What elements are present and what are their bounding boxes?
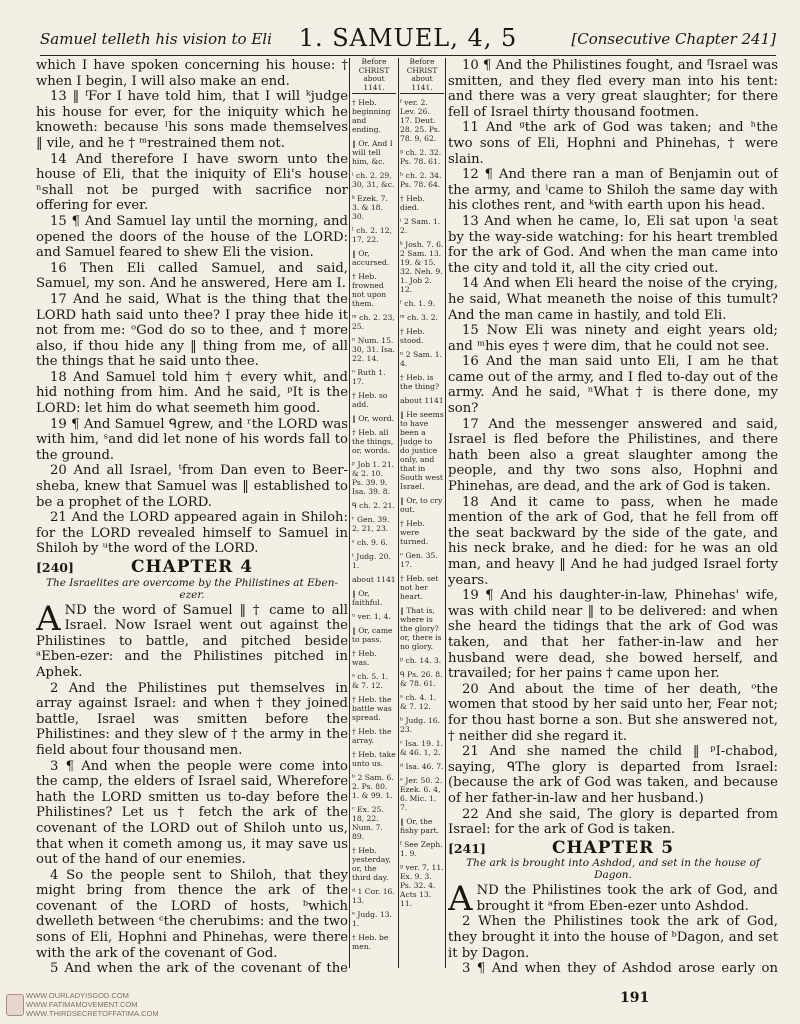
left-text-column	[36, 58, 348, 978]
margin-reference: about 1141	[400, 396, 444, 405]
margin-reference: ‖ Or, the fishy part.	[400, 817, 440, 835]
chapter-title: CHAPTER 5	[551, 837, 675, 858]
margin-reference: ᵗ Judg. 20. 1.	[352, 552, 391, 570]
chapter-heading	[36, 557, 348, 577]
margin-reference: † Heb. yesterday, or, the third day.	[352, 846, 391, 882]
verse: 17 And the messenger answered and said, Israel is fled before the Philistines, and there hath been also a great slaughter among the people, and thy two sons also, Hophni and Phinehas, are dead, and the ark of God is taken.	[448, 416, 778, 495]
verse: 13 ‖ ᶠFor I have told him, that I will ᵏjudge his house for ever, for the iniquity which he knoweth: because ˡhis sons made themselves ‖ vile, and he † ᵐrestrained them not.	[36, 89, 348, 151]
margin-reference: ‖ Or, to cry out.	[400, 496, 443, 514]
margin-reference: ‖ Or, came to pass.	[352, 626, 393, 644]
verse: 15 ¶ And Samuel lay until the morning, and opened the doors of the house of the LORD: and Samuel feared to shew Eli the vision.	[36, 213, 348, 261]
margin-reference: ᶠ ver. 2. Lev. 26. 17. Deut. 28. 25. Ps. 78. 9, 62.	[400, 98, 441, 143]
first-verse-text: ND the word of Samuel ‖ † came to all Israel. Now Israel went out against the Philistines to battle, and pitched beside ᵃEben-ezer: and the Philistines pitched in Aphek.	[36, 602, 348, 680]
margin-reference: ᵃ ch. 4. 1. & 7. 12.	[400, 693, 437, 711]
margin-date-head: Before CHRIST about 1141.	[400, 58, 444, 94]
margin-reference: ᑫ ch. 2. 21.	[352, 501, 395, 510]
header-consecutive-chapter: [Consecutive Chapter 241]	[571, 30, 776, 48]
margin-references-left	[352, 58, 396, 978]
margin-reference: ᶜ Ex. 25. 18, 22. Num. 7. 89.	[352, 805, 384, 841]
margin-reference: † Heb. was.	[352, 649, 377, 667]
margin-reference: † Heb. the array.	[352, 727, 392, 745]
verse: 2 When the Philistines took the ark of God, they brought it into the house of ᵇDagon, and set it by Dagon.	[448, 914, 778, 961]
verse: 3 ¶ And when the people were come into the camp, the elders of Israel said, Wherefore hath the LORD smitten us to-day before the Philistines? Let us † fetch the ark of the covenant of the LORD out of Shiloh unto us, that when it cometh among us, it may save us out of the hand of our enemies.	[36, 758, 348, 868]
margin-reference: † Heb. the battle was spread.	[352, 695, 392, 722]
margin-reference: † Heb. is the thing?	[400, 373, 440, 391]
margin-reference: ᵏ Josh. 7. 6. 2 Sam. 13. 19. & 15. 32. Neh. 9. 1. Job 2. 12.	[400, 240, 444, 294]
verse: 14 And when Eli heard the noise of the crying, he said, What meaneth the noise of this tumult? And the man came in hastily, and told Eli.	[448, 276, 778, 323]
margin-reference: ᵈ 1 Cor. 16. 13.	[352, 887, 395, 905]
margin-reference: ⁱ 2 Sam. 1. 2.	[400, 217, 441, 235]
verse: 18 And it came to pass, when he made mention of the ark of God, that he fell from off the seat backward by the side of the gate, and his neck brake, and he died: for he was an old man, and heavy ‖ And he had judged Israel forty years.	[448, 494, 778, 588]
margin-references-right	[400, 58, 444, 978]
verse: 16 Then Eli called Samuel, and said, Samuel, my son. And he answered, Here am I.	[36, 260, 348, 292]
margin-reference: ‖ Or, word.	[352, 414, 395, 423]
verse: 12 ¶ And there ran a man of Benjamin out of the army, and ⁱcame to Shiloh the same day with his clothes rent, and ᵏwith earth upon his head.	[448, 167, 778, 214]
verse: 2 And the Philistines put themselves in array against Israel: and when † they joined battle, Israel was smitten before the Philistines: and they slew of † the army in the field about four thousand men.	[36, 680, 348, 758]
verse: 4 So the people sent to Shiloh, that they might bring from thence the ark of the covenant of the LORD of hosts, ᵇwhich dwelleth between ᶜthe cherubims: and the two sons of Eli, Hophni and Phinehas, were there with the ark of the covenant of God.	[36, 867, 348, 961]
margin-reference: about 1141	[352, 575, 396, 584]
verse: 20 And about the time of her death, ᵒthe women that stood by her said unto her, Fear not; for thou hast borne a son. But she answered not, † neither did she regard it.	[448, 681, 778, 744]
margin-reference: ‖ Or, faithful.	[352, 589, 383, 607]
verse: 21 And the LORD appeared again in Shiloh: for the LORD revealed himself to Samuel in Shiloh by ᵘthe word of the LORD.	[36, 510, 348, 557]
margin-reference: ‖ Or, accursed.	[352, 249, 390, 267]
header-left-title: Samuel telleth his vision to Eli	[40, 30, 272, 48]
margin-reference: † Heb. all the things, or, words.	[352, 428, 394, 455]
margin-reference: † Heb. stood.	[400, 327, 425, 345]
margin-reference: † Heb. beginning and ending.	[352, 98, 391, 134]
margin-reference: † Heb. died.	[400, 194, 425, 212]
margin-reference: ‖ He seems to have been a Judge to do justice only, and that in South west Israel.	[400, 410, 444, 491]
margin-reference: ᑫ Ps. 26. 8. & 78. 61.	[400, 670, 443, 688]
margin-reference: ᵒ Ruth 1. 17.	[352, 368, 386, 386]
page-number: 191	[620, 990, 650, 1006]
verse: 13 And when he came, lo, Eli sat upon ˡa seat by the way-side watching: for his heart trembled for the ark of God. And when the man came into the city and told it, all the city cried out.	[448, 213, 778, 276]
margin-reference: † Heb. take unto us.	[352, 750, 396, 768]
margin-reference: ⁱ ch. 2. 29, 30, 31, &c.	[352, 171, 395, 189]
footer-urls	[26, 991, 159, 1018]
margin-reference: ʳ Gen. 39. 2, 21, 23.	[352, 515, 390, 533]
verse: which I have spoken concerning his house: † when I begin, I will also make an end.	[36, 58, 348, 89]
footer-url[interactable]: WWW.THIRDSECRETOFFATIMA.COM	[26, 1009, 159, 1018]
running-header	[40, 24, 776, 54]
chapter-consecutive-number: [241]	[448, 840, 486, 856]
verse: 19 ¶ And his daughter-in-law, Phinehas' wife, was with child near ‖ to be delivered: and when she heard the tidings that the ark of God was taken, and that her father-in-law and her husband were dead, she bowed herself, and travailed; for her pains † came upon her.	[448, 588, 778, 682]
verse: 10 ¶ And the Philistines fought, and ᶠIsrael was smitten, and they fled every man into his tent: and there was a very great slaughter; for there fell of Israel thirty thousand footmen.	[448, 58, 778, 120]
footer-url[interactable]: WWW.FATIMAMOVEMENT.COM	[26, 1000, 138, 1009]
verse: 5 And when the ark of the covenant of the	[50, 961, 348, 977]
margin-reference: ᵈ Isa. 46. 7.	[400, 762, 444, 771]
margin-reference: ᵒ Gen. 35. 17.	[400, 551, 438, 569]
margin-reference: † Heb. were turned.	[400, 519, 429, 546]
chapter-heading	[448, 837, 778, 858]
seal-icon	[6, 994, 24, 1016]
margin-reference: † Heb. set not her heart.	[400, 574, 439, 601]
margin-reference: ʰ ch. 2. 34. Ps. 78. 64.	[400, 171, 442, 189]
verse: 3 ¶ And when they of Ashdod arose early on	[462, 961, 778, 977]
margin-reference: ᵖ ch. 14. 3.	[400, 656, 442, 665]
drop-cap: A	[36, 598, 61, 639]
margin-reference: ᵏ Ezek. 7. 3. & 18. 30.	[352, 194, 388, 221]
margin-reference: ᵃ ch. 5. 1. & 7. 12.	[352, 672, 389, 690]
margin-reference: ‖ That is, where is the glory? or, there is no glory.	[400, 606, 442, 651]
right-text-column	[448, 58, 778, 978]
margin-reference: ᵐ ch. 3. 2.	[400, 313, 438, 322]
chapter-consecutive-number: [240]	[36, 560, 74, 575]
chapter-title: CHAPTER 4	[130, 557, 254, 577]
verse: 14 And therefore I have sworn unto the house of Eli, that the iniquity of Eli's house ⁿshall not be purged with sacrifice nor offering for ever.	[36, 151, 348, 214]
margin-reference: ˡ ch. 2. 12, 17, 22.	[352, 226, 392, 244]
chapter-argument: The ark is brought into Ashdod, and set in the house of Dagon.	[466, 857, 760, 882]
margin-reference: ⁿ 2 Sam. 1. 4.	[400, 350, 442, 368]
verse: 18 And Samuel told him † every whit, and hid nothing from him. And he said, ᵖIt is the LORD: let him do what seemeth him good.	[36, 369, 348, 417]
margin-reference: ᵘ ver. 1, 4.	[352, 612, 391, 621]
chapter-argument: The Israelites are overcome by the Philistines at Eben-ezer.	[45, 576, 339, 601]
margin-reference: ᵍ ch. 2. 32. Ps. 78. 61.	[400, 148, 442, 166]
margin-date-head: Before CHRIST about 1141.	[352, 58, 396, 94]
margin-reference: † Heb. frowned not upon them.	[352, 272, 387, 308]
verse: 17 And he said, What is the thing that the LORD hath said unto thee? I pray thee hide it not from me: ᵒGod do so to thee, and † more also, if thou hide any ‖ thing from me, of all the things that he said unto thee.	[36, 291, 348, 370]
verse: 11 And ᵍthe ark of God was taken; and ʰthe two sons of Eli, Hophni and Phinehas, † were slain.	[448, 120, 778, 167]
margin-reference: ᵇ 2 Sam. 6. 2. Ps. 80. 1. & 99. 1.	[352, 773, 394, 800]
margin-reference: ᵖ Job 1. 21. & 2. 10. Ps. 39. 9. Isa. 39. 8.	[352, 460, 395, 496]
verse: 15 Now Eli was ninety and eight years old; and ᵐhis eyes † were dim, that he could not see.	[448, 323, 778, 354]
verse: 20 And all Israel, ᵗfrom Dan even to Beer-sheba, knew that Samuel was ‖ established to be a prophet of the LORD.	[36, 463, 348, 510]
verse: 16 And the man said unto Eli, I am he that came out of the army, and I fled to-day out of the army. And he said, ⁿWhat † is there done, my son?	[448, 354, 778, 417]
header-rule	[40, 55, 776, 56]
margin-reference: † Heb. so add.	[352, 391, 388, 409]
margin-reference: ᵉ Jer. 50. 2. Ezek. 6. 4, 6. Mic. 1. 7.	[400, 776, 443, 812]
margin-reference: ᵐ ch. 2. 23, 25.	[352, 313, 395, 331]
header-book-title: 1. SAMUEL, 4, 5	[298, 24, 518, 52]
verse: 22 And she said, The glory is departed from Israel: for the ark of God is taken.	[448, 806, 778, 838]
margin-reference: ᵍ ver. 7, 11. Ex. 9. 3. Ps. 32. 4. Acts 13. 11.	[400, 863, 444, 908]
margin-reference: ˡ ch. 1. 9.	[400, 299, 436, 308]
chapter-first-verse	[36, 598, 348, 681]
margin-reference: ᶜ Isa. 19. 1. & 46. 1, 2.	[400, 739, 444, 757]
chapter-first-verse	[448, 879, 778, 920]
drop-cap: A	[448, 879, 473, 920]
margin-reference: ᵇ Judg. 16. 23.	[400, 716, 441, 734]
verse: 21 And she named the child ‖ ᵖI-chabod, saying, ᑫThe glory is departed from Israel: (because the ark of God was taken, and because of her father-in-law and her husband.)	[448, 744, 778, 806]
column-rule	[349, 58, 350, 968]
column-rule	[398, 58, 399, 968]
margin-reference: ‖ Or, And I will tell him, &c.	[352, 139, 393, 166]
margin-reference: ᵉ Judg. 13. 1.	[352, 910, 392, 928]
first-verse-text: ND the Philistines took the ark of God, and brought it ᵃfrom Eben-ezer unto Ashdod.	[476, 883, 778, 914]
verse: 19 ¶ And Samuel ᑫgrew, and ʳthe LORD was with him, ˢand did let none of his words fall to the ground.	[36, 416, 348, 463]
column-rule	[445, 58, 446, 968]
margin-reference: ˢ ch. 9. 6.	[352, 538, 388, 547]
footer-url[interactable]: WWW.OURLADYISGOD.COM	[26, 991, 129, 1000]
margin-reference: ⁿ Num. 15. 30, 31. Isa. 22. 14.	[352, 336, 395, 363]
margin-reference: ᶠ See Zeph. 1. 9.	[400, 840, 443, 858]
margin-reference: † Heb. be men.	[352, 933, 389, 951]
